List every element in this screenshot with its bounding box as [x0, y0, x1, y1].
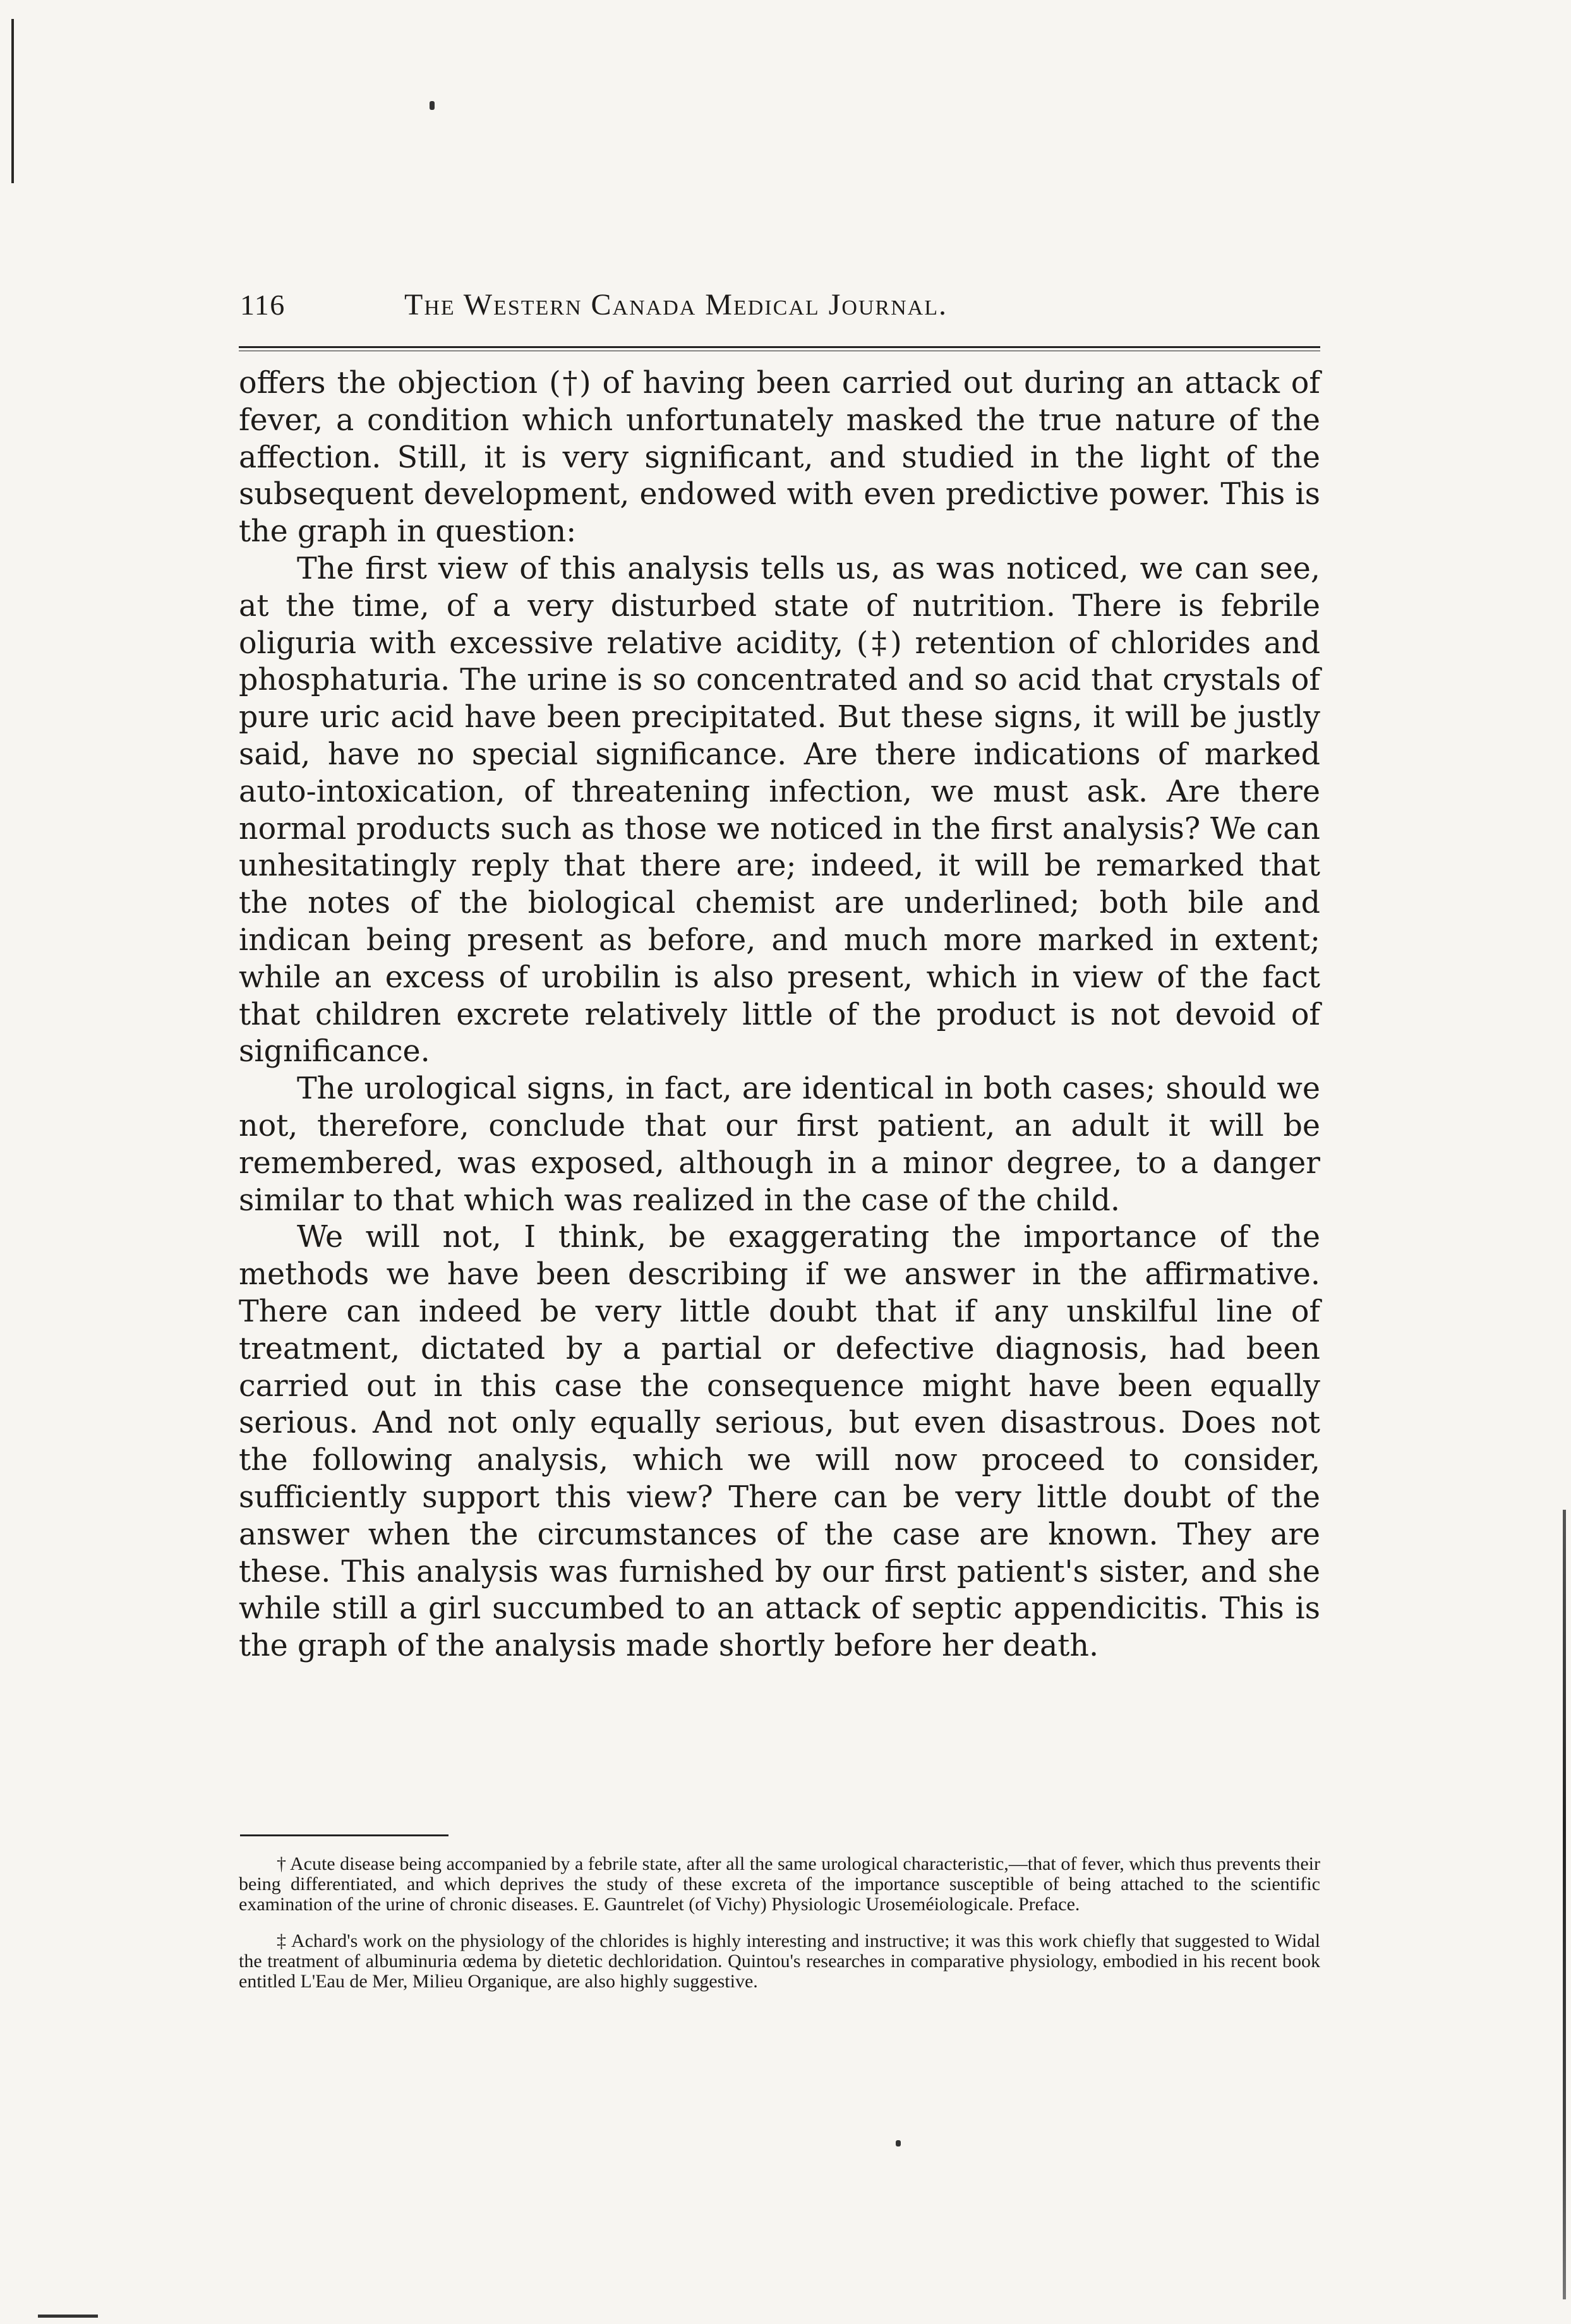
footnote: ‡ Achard's work on the physiology of the chlorides is highly interesting and instructive; it was this work chiefly that suggested to Widal the treatment of albuminuria œdema by dietetic dechloridation. Quintou's researches in comparative physiology, embodied in his recent book entitled L'Eau de Mer, Milieu Organique, are also highly suggestive.	[239, 1930, 1320, 1992]
body-text	[239, 365, 1320, 1665]
running-header	[240, 287, 1314, 322]
journal-title: The Western Canada Medical Journal.	[404, 288, 948, 322]
footnote-rule	[240, 1834, 448, 1836]
header-rule	[239, 346, 1320, 351]
paragraph: The first view of this analysis tells us, as was noticed, we can see, at the time, of a very disturbed state of nutrition. There is febrile oliguria with excessive relative acidity, (‡) retention of chlorides and phosphaturia. The urine is so concentrated and so acid that crystals of pure uric acid have been precipitated. But these signs, it will be justly said, have no special significance. Are there indications of marked auto-intoxication, of threatening infection, we must ask. Are there normal products such as those we noticed in the first analysis? We can unhesitatingly reply that there are; indeed, it will be remarked that the notes of the biological chemist are underlined; both bile and indican being present as before, and much more marked in extent; while an excess of urobilin is also present, which in view of the fact that children excrete relatively little of the product is not devoid of significance.	[239, 551, 1320, 1069]
paragraph: The urological signs, in fact, are identical in both cases; should we not, therefore, conclude that our first patient, an adult it will be remembered, was exposed, although in a minor degree, to a danger similar to that which was realized in the case of the child.	[239, 1071, 1320, 1218]
scan-speck	[430, 101, 435, 110]
scan-speck	[896, 2140, 901, 2146]
paragraph: We will not, I think, be exaggerating the importance of the methods we have been describing if we answer in the affirmative. There can indeed be very little doubt that if any unskilful line of treatment, dictated by a partial or defective diagnosis, had been carried out in this case the consequence might have been equally serious. And not only equally serious, but even disastrous. Does not the following analysis, which we will now proceed to consider, sufficiently support this view? There can be very little doubt of the answer when the circumstances of the case are known. They are these. This analysis was furnished by our first patient's sister, and she while still a girl succumbed to an attack of septic appendicitis. This is the graph of the analysis made shortly before her death.	[239, 1220, 1320, 1664]
footnotes	[239, 1854, 1320, 1992]
paragraph: offers the objection (†) of having been carried out during an attack of fever, a condition which unfortunately masked the true nature of the affection. Still, it is very significant, and studied in the light of the subsequent development, endowed with even predictive power. This is the graph in question:	[239, 366, 1320, 550]
scan-edge-mark	[11, 19, 14, 183]
scan-edge-mark	[38, 2315, 98, 2318]
scan-edge-mark	[1563, 1510, 1566, 2299]
footnote: † Acute disease being accompanied by a febrile state, after all the same urological characteristic,—that of fever, which thus prevents their being differentiated, and which deprives the study of these excreta of the importance susceptible of being attached to the scientific examination of the urine of chronic diseases. E. Gauntrelet (of Vichy) Physiologic Uroseméiologicale. Preface.	[239, 1853, 1320, 1915]
page-number: 116	[240, 289, 286, 321]
